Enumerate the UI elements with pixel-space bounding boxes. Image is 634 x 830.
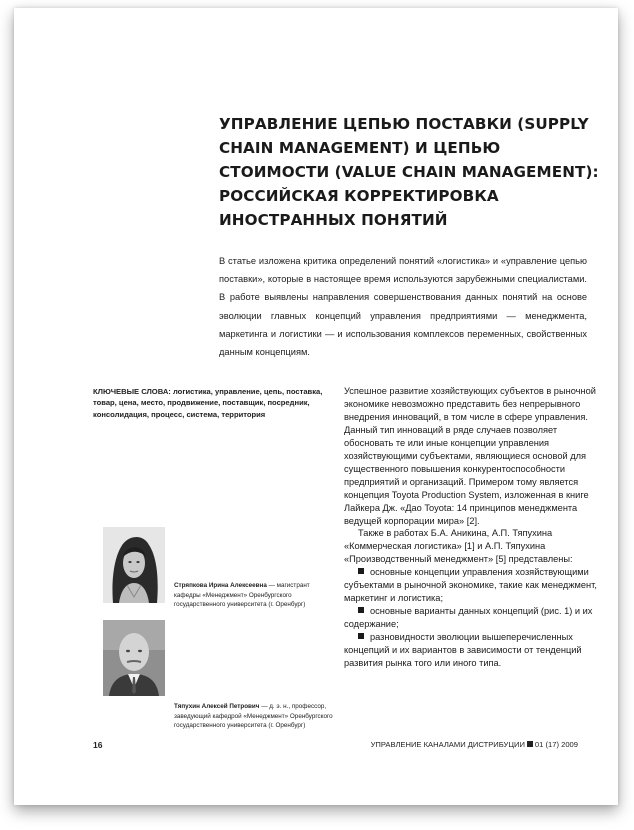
author-desc-1: — магистрант кафедры «Менеджмент» Оренбургского государственного университета (г. Оренбург)	[174, 582, 310, 609]
article-title: УПРАВЛЕНИЕ ЦЕПЬЮ ПОСТАВКИ (SUPPLY CHAIN MANAGEMENT) И ЦЕПЬЮ СТОИМОСТИ (VALUE CHAIN MANAGEMENT): РОССИЙСКАЯ КОРРЕКТИРОВКА ИНОСТРАННЫХ ПОНЯТИЙ	[219, 115, 599, 229]
keywords-label: КЛЮЧЕВЫЕ СЛОВА:	[93, 387, 171, 396]
body-paragraph-1: Успешное развитие хозяйствующих субъектов в рыночной экономике невозможно представить без непрерывного внедрения инноваций, в том числе в сфере управления. Данный тип инноваций в ряде случаев позволяет обосновать те или иные концепции управления хозяйствующими субъектами, являющиеся основой для существенного повышения конкурентоспособности предприятий и организаций. Примером тому является концепция Toyota Production System, изложенная в книге Лайкера Дж. «Дао Toyota: 14 принципов менеджмента ведущей корпорации мира» [2].	[344, 386, 596, 526]
author-desc-2: — д. э. н., профессор, заведующий кафедрой «Менеджмент» Оренбургского государственного университета (г. Оренбург)	[174, 703, 333, 730]
bullet-item-2	[344, 605, 602, 631]
keywords-block	[93, 386, 329, 420]
author-name-1: Стряпкова Ирина Алексеевна	[174, 582, 267, 589]
body-paragraph-2: Также в работах Б.А. Аникина, А.П. Тяпухина «Коммерческая логистика» [1] и А.П. Тяпухина «Производственный менеджмент» [5] представлены:	[344, 528, 573, 565]
portrait-man-icon	[103, 620, 165, 696]
square-bullet-icon	[358, 568, 364, 574]
journal-footer	[371, 740, 578, 749]
author-photo-2	[103, 620, 165, 696]
bullet-text-2: основные варианты данных концепций (рис. 1) и их содержание;	[344, 606, 593, 630]
square-separator-icon	[527, 741, 533, 747]
keywords-text: логистика, управление, цепь, поставка, товар, цена, место, продвижение, поставщик, посредник, консолидация, процесс, система, территория	[93, 387, 323, 419]
bullet-text-3: разновидности эволюции вышеперечисленных концепций и их вариантов в зависимости от тенденций развития рынка того или иного типа.	[344, 632, 582, 669]
journal-issue: 01 (17) 2009	[534, 740, 578, 749]
bullet-item-3	[344, 631, 602, 670]
article-abstract: В статье изложена критика определений понятий «логистика» и «управление цепью поставки», которые в настоящее время используются зарубежными специалистами. В работе выявлены направления совершенствования данных понятий на основе эволюции главных концепций управления предприятиями — менеджмента, маркетинга и логистики — и использования комплексов переменных, свойственных данным концепциям.	[219, 256, 587, 358]
page-number: 16	[93, 740, 103, 750]
square-bullet-icon	[358, 633, 364, 639]
bullet-item-1	[344, 566, 602, 605]
author-info-2	[174, 702, 334, 731]
square-bullet-icon	[358, 607, 364, 613]
portrait-woman-icon	[103, 527, 165, 603]
journal-page	[14, 8, 618, 805]
author-info-1	[174, 581, 334, 610]
journal-name: УПРАВЛЕНИЕ КАНАЛАМИ ДИСТРИБУЦИИ	[370, 740, 525, 749]
author-name-2: Тяпухин Алексей Петрович	[174, 703, 260, 710]
author-photo-1	[103, 527, 165, 603]
bullet-text-1: основные концепции управления хозяйствующими субъектами в рыночной экономике, такие как менеджмент, маркетинг и логистика;	[344, 567, 597, 604]
article-body	[344, 385, 602, 670]
